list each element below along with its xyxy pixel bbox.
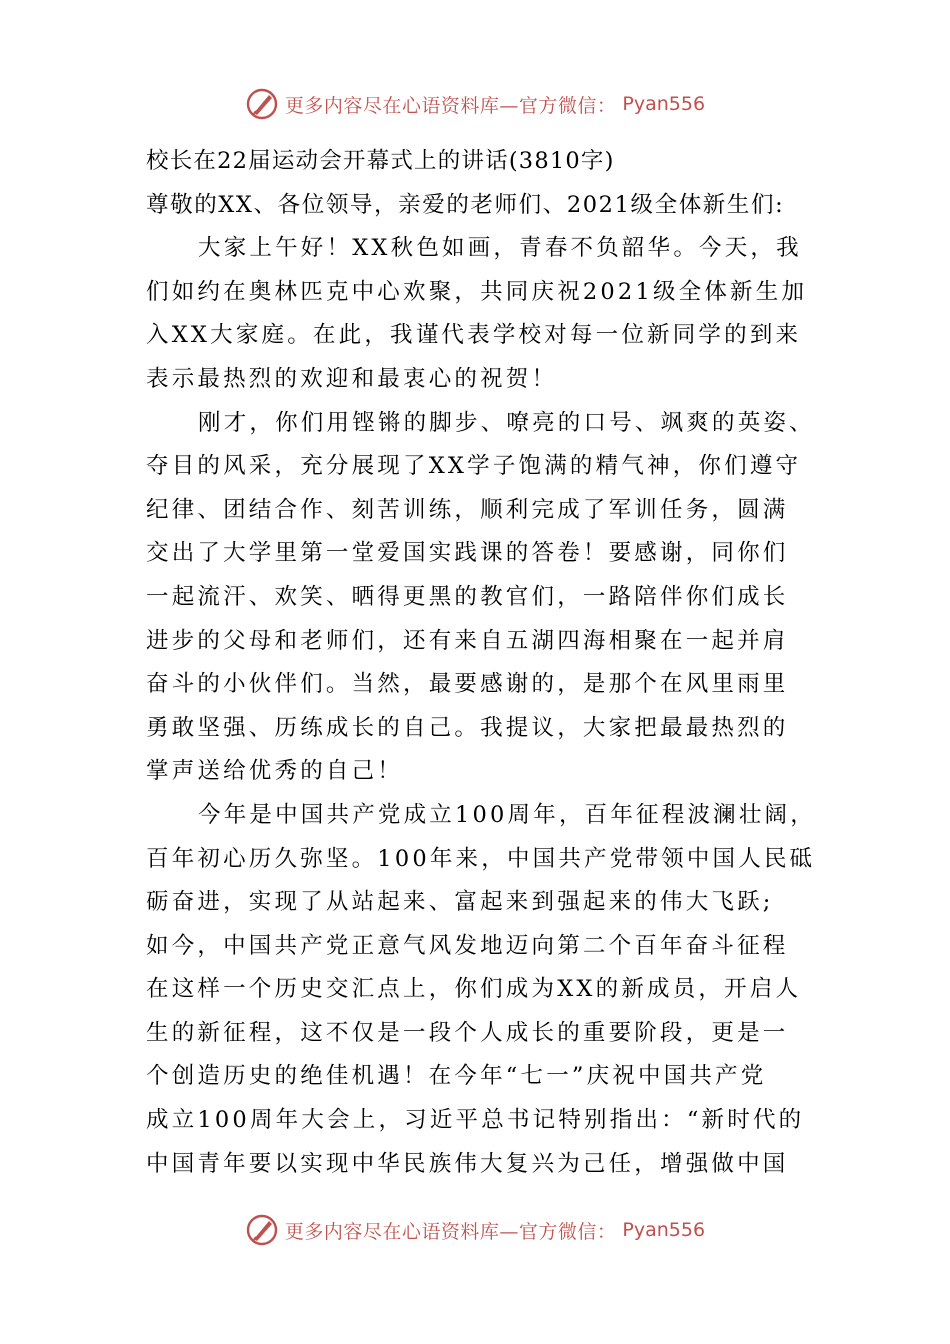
text-line: 交出了大学里第一堂爱国实践课的答卷！要感谢，同你们: [146, 540, 789, 567]
text-line: 百年初心历久弥坚。100年来，中国共产党带领中国人民砥: [146, 845, 816, 872]
text-line: 中国青年要以实现中华民族伟大复兴为己任，增强做中国: [146, 1150, 789, 1177]
banner-text: 更多内容尽在心语资料库—官方微信：: [284, 1220, 617, 1243]
text-line: 今年是中国共产党成立100周年，百年征程波澜壮阔，: [198, 801, 816, 828]
text-line: 在这样一个历史交汇点上，你们成为XX的新成员，开启人: [146, 976, 802, 1003]
text-line: 一起流汗、欢笑、晒得更黑的教官们，一路陪伴你们成长: [146, 583, 789, 610]
text-line: 成立100周年大会上，习近平总书记特别指出：“新时代的: [146, 1107, 805, 1134]
text-line: 勇敢坚强、历练成长的自己。我提议，大家把最最热烈的: [146, 714, 789, 741]
document-title: 校长在22届运动会开幕式上的讲话(3810字): [146, 148, 615, 174]
banner-wechat-handle: Pyan556: [622, 93, 706, 115]
text-line: 如今，中国共产党正意气风发地迈向第二个百年奋斗征程: [146, 932, 789, 959]
text-line: 大家上午好！XX秋色如画，青春不负韶华。今天，我: [198, 235, 802, 262]
paragraph-2: [146, 402, 826, 794]
paragraph-3: [146, 794, 826, 1186]
quill-logo-icon: [245, 1213, 279, 1247]
text-line: 进步的父母和老师们，还有来自五湖四海相聚在一起并肩: [146, 627, 789, 654]
header-banner: [0, 84, 950, 124]
text-line: 们如约在奥林匹克中心欢聚，共同庆祝2021级全体新生加: [146, 278, 808, 305]
text-line: 个创造历史的绝佳机遇！在今年“七一”庆祝中国共产党: [146, 1063, 767, 1090]
text-line: 夺目的风采，充分展现了XX学子饱满的精气神，你们遵守: [146, 453, 802, 480]
text-line: 纪律、团结合作、刻苦训练，顺利完成了军训任务，圆满: [146, 496, 789, 523]
footer-banner: [0, 1210, 950, 1250]
text-line: 刚才，你们用铿锵的脚步、嘹亮的口号、飒爽的英姿、: [198, 409, 815, 436]
paragraph-1: [146, 227, 826, 401]
text-line: 表示最热烈的欢迎和最衷心的祝贺！: [146, 365, 558, 392]
text-line: 砺奋进，实现了从站起来、富起来到强起来的伟大飞跃;: [146, 889, 774, 916]
banner-wechat-handle: Pyan556: [622, 1219, 706, 1241]
text-line: 奋斗的小伙伴们。当然，最要感谢的，是那个在风里雨里: [146, 671, 789, 698]
text-line: 入XX大家庭。在此，我谨代表学校对每一位新同学的到来: [146, 322, 802, 349]
text-line: 掌声送给优秀的自己！: [146, 758, 404, 785]
banner-text: 更多内容尽在心语资料库—官方微信：: [284, 94, 617, 117]
salutation: 尊敬的XX、各位领导，亲爱的老师们、2021级全体新生们:: [146, 191, 785, 218]
document-body: [146, 140, 826, 1186]
text-line: 生的新征程，这不仅是一段个人成长的重要阶段，更是一: [146, 1019, 789, 1046]
quill-logo-icon: [245, 87, 279, 121]
